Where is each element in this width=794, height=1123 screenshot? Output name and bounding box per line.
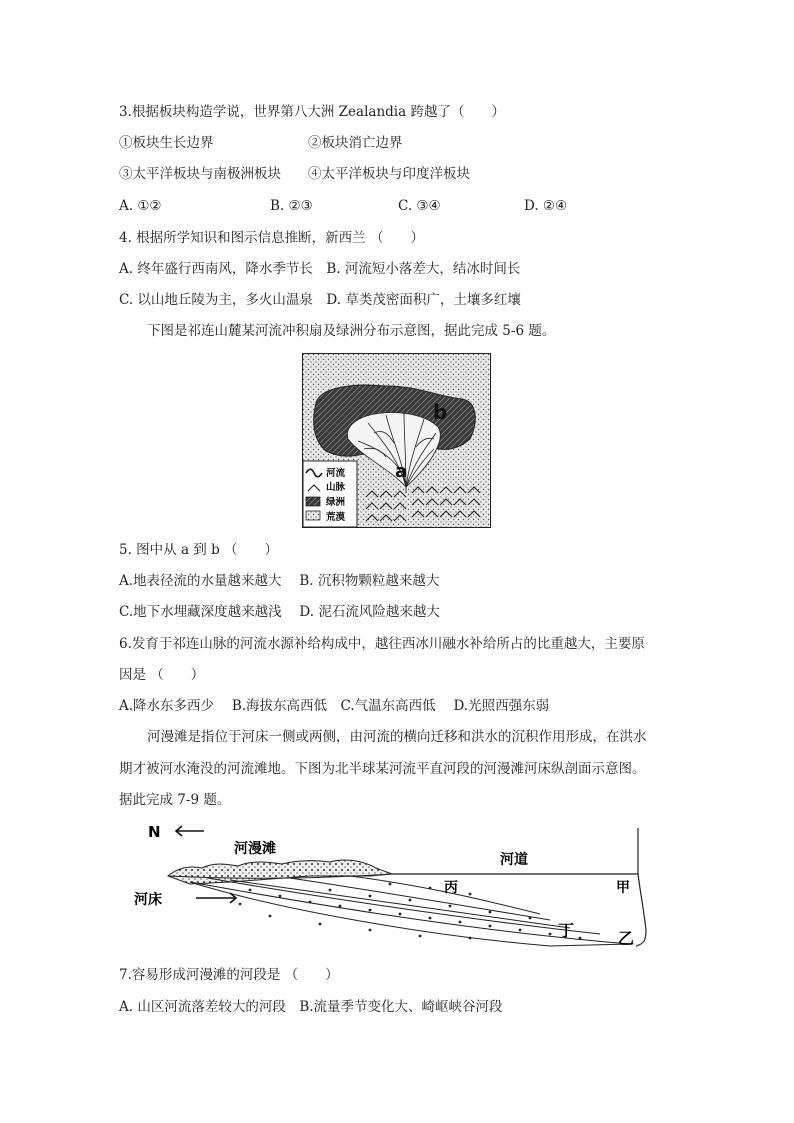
q6-choices: A.降水东多西少 B.海拔东高西低 C.气温东高西低 D.光照西强东弱 [119,698,550,714]
intro-7-9-line3: 据此完成 7-9 题。 [119,792,231,808]
q3-choice-a: A. ①② [119,198,162,214]
q3-choice-c: C. ③④ [398,198,441,214]
q3-choice-b: B. ②③ [270,198,313,214]
label-jia: 甲 [616,880,630,896]
q5-choices-ab: A.地表径流的水量越来越大 B. 沉积物颗粒越来越大 [119,573,440,589]
desert-legend-icon [306,511,320,520]
q4-choices-ab: A. 终年盛行西南风，降水季节长 B. 河流短小落差大，结冰时间长 [119,261,521,277]
north-arrow-icon [176,826,204,836]
label-b: b [433,400,448,424]
label-bing: 丙 [444,880,458,896]
q3-stem: 3.根据板块构造学说，世界第八大洲 Zealandia 跨越了（ ） [119,104,505,120]
label-floodplain: 河漫滩 [234,841,276,857]
north-label: N [148,823,161,841]
q4-choices-cd: C. 以山地丘陵为主，多火山温泉 D. 草类茂密面积广，土壤多红壤 [119,292,521,308]
q3-option-2: ②板块消亡边界 [308,135,403,151]
label-ding: 丁 [558,921,575,940]
legend-river: 河流 [326,468,346,479]
floodplain-profile-figure [130,820,660,952]
oasis-legend-icon [306,497,320,506]
label-channel: 河道 [500,852,528,868]
legend-mountain: 山脉 [326,482,346,493]
q5-choices-cd: C.地下水埋藏深度越来越浅 D. 泥石流风险越来越大 [119,604,440,620]
intro-7-9-line1: 河漫滩是指位于河床一侧或两侧，由河流的横向迁移和洪水的沉积作用形成，在洪水 [147,729,647,745]
q3-choice-d: D. ②④ [524,198,568,214]
q6-stem-line2: 因是 （ ） [119,667,205,683]
q3-option-1: ①板块生长边界 [119,135,214,151]
q7-stem: 7.容易形成河漫滩的河段是 （ ） [119,967,339,983]
right-bank [636,828,646,946]
intro-7-9-line2: 期才被河水淹没的河流滩地。下图为北半球某河流平直河段的河漫滩河床纵剖面示意图。 [119,761,646,777]
label-a: a [395,461,408,482]
q3-option-3: ③太平洋板块与南极洲板块 [119,166,281,182]
label-yi: 乙 [618,929,635,948]
label-riverbed: 河床 [134,892,162,908]
q4-stem: 4. 根据所学知识和图示信息推断，新西兰 （ ） [119,230,424,246]
intro-5-6: 下图是祁连山麓某河流冲积扇及绿洲分布示意图，据此完成 5-6 题。 [147,323,556,339]
riverbed-arrow-icon [196,893,236,903]
floodplain-surface [168,860,392,884]
legend-oasis: 绿洲 [326,497,346,508]
q7-choices-ab: A. 山区河流落差较大的河段 B.流量季节变化大、崎岖峡谷河段 [119,999,503,1015]
legend-desert: 荒漠 [326,512,346,523]
q6-stem-line1: 6.发育于祁连山脉的河流水源补给构成中，越往西冰川融水补给所占的比重越大，主要原 [119,636,645,652]
q3-option-4: ④太平洋板块与印度洋板块 [308,166,470,182]
q5-stem: 5. 图中从 a 到 b （ ） [119,542,279,558]
legend [303,461,357,527]
alluvial-fan-figure [302,353,491,528]
